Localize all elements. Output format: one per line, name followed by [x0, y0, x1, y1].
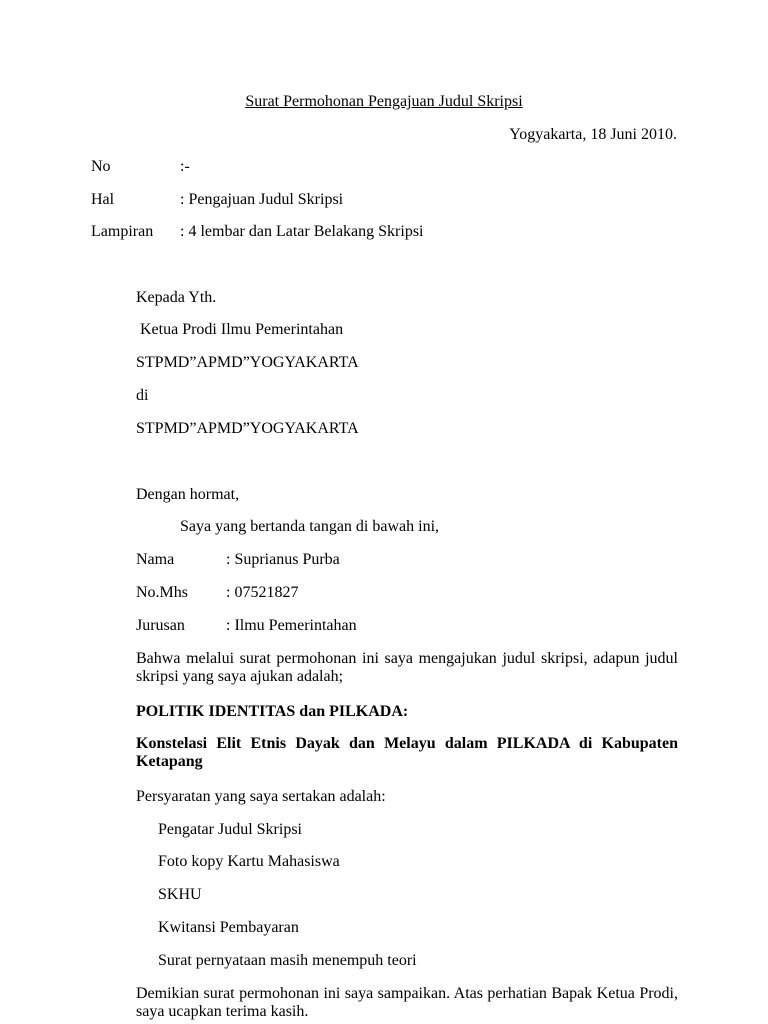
thesis-title: Konstelasi Elit Etnis Dayak dan Melayu dalam PILKADA di Kabupaten Ketapang: [136, 735, 678, 770]
requirement-item: Kwitansi Pembayaran: [158, 919, 299, 936]
intro-text: Saya yang bertanda tangan di bawah ini,: [180, 518, 440, 535]
requirement-item: Surat pernyataan masih menempuh teori: [158, 952, 417, 969]
salutation: Dengan hormat,: [136, 486, 240, 503]
student-label-nama: Nama: [136, 551, 175, 568]
student-value-nama: : Suprianus Purba: [226, 551, 340, 568]
recipient-line: STPMD”APMD”YOGYAKARTA: [136, 354, 359, 371]
requirement-item: Foto kopy Kartu Mahasiswa: [158, 853, 340, 870]
letter-title: Surat Permohonan Pengajuan Judul Skripsi: [245, 93, 523, 110]
recipient-line: Ketua Prodi Ilmu Pemerintahan: [136, 321, 344, 338]
field-value-hal: : Pengajuan Judul Skripsi: [180, 191, 344, 208]
thesis-topic: POLITIK IDENTITAS dan PILKADA:: [136, 703, 409, 720]
requirement-item: Pengatar Judul Skripsi: [158, 821, 302, 838]
recipient-line: di: [136, 387, 149, 404]
student-label-nomhs: No.Mhs: [136, 584, 189, 601]
closing-paragraph: Demikian surat permohonan ini saya sampaikan. Atas perhatian Bapak Ketua Prodi, saya ucapkan terima kasih.: [136, 985, 678, 1020]
requirement-item: SKHU: [158, 886, 202, 903]
field-value-no: :-: [180, 158, 190, 175]
field-label-no: No: [91, 158, 111, 175]
field-value-lampiran: : 4 lembar dan Latar Belakang Skripsi: [180, 223, 424, 240]
recipient-line: STPMD”APMD”YOGYAKARTA: [136, 420, 359, 437]
recipient-line: Kepada Yth.: [136, 289, 217, 306]
student-value-jurusan: : Ilmu Pemerintahan: [226, 617, 357, 634]
field-label-hal: Hal: [91, 191, 115, 208]
student-label-jurusan: Jurusan: [136, 617, 185, 634]
field-label-lampiran: Lampiran: [91, 223, 154, 240]
requirements-intro: Persyaratan yang saya sertakan adalah:: [136, 788, 386, 805]
place-date: Yogyakarta, 18 Juni 2010.: [509, 126, 677, 143]
student-value-nomhs: : 07521827: [226, 584, 299, 601]
statement-paragraph: Bahwa melalui surat permohonan ini saya mengajukan judul skripsi, adapun judul skripsi yang saya ajukan adalah;: [136, 650, 678, 685]
